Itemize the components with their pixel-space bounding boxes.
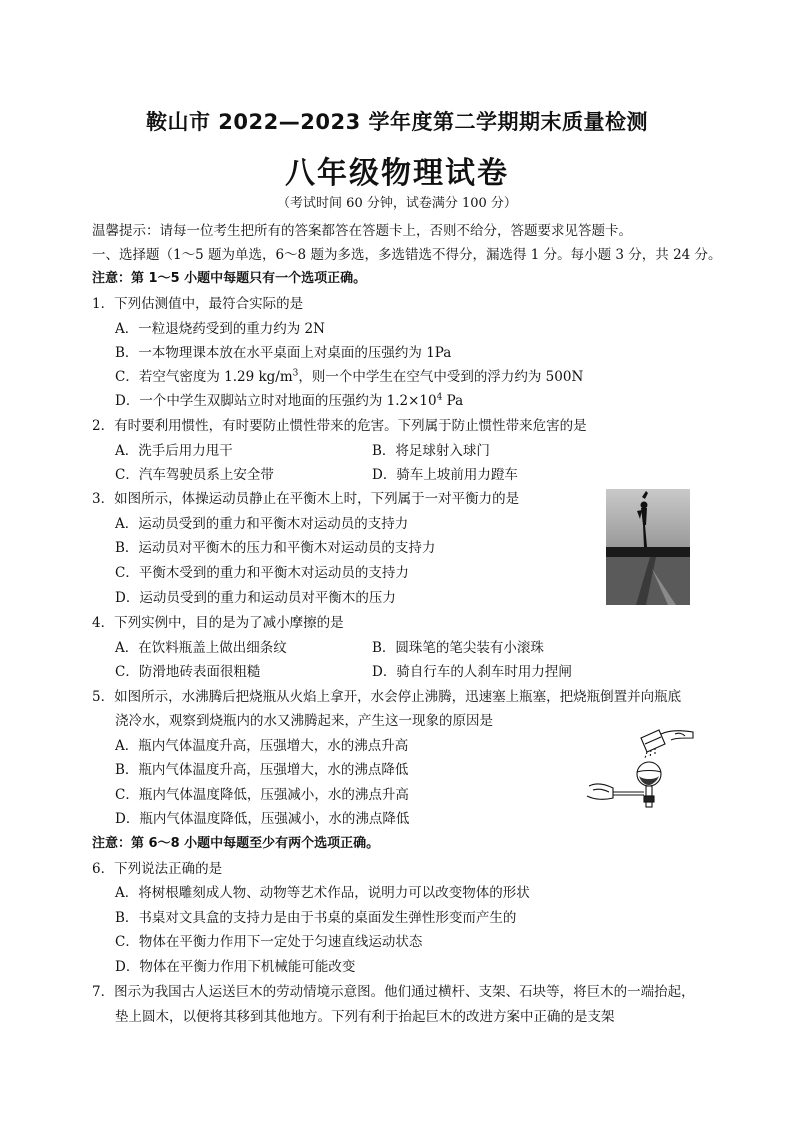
q1-stem: 1．下列估测值中，最符合实际的是 — [92, 296, 304, 312]
q2-option-c: C．汽车驾驶员系上安全带 — [115, 467, 274, 483]
q5-option-b: B．瓶内气体温度升高，压强增大，水的沸点降低 — [115, 762, 409, 778]
q7-stem-line1: 7．图示为我国古人运送巨木的劳动情境示意图。他们通过横杆、支架、石块等，将巨木的一端抬起， — [92, 984, 695, 1000]
q4-option-a: A．在饮料瓶盖上做出细条纹 — [115, 640, 287, 656]
q5-stem-line2: 浇冷水，观察到烧瓶内的水又沸腾起来，产生这一现象的原因是 — [115, 713, 493, 729]
q5-option-a: A．瓶内气体温度升高，压强增大，水的沸点升高 — [115, 738, 409, 754]
q4-stem: 4．下列实例中，目的是为了减小摩擦的是 — [92, 615, 344, 631]
exam-name: 八年级物理试卷 — [285, 156, 509, 191]
q2-option-d: D．骑车上坡前用力蹬车 — [372, 467, 518, 483]
q1-option-d: D．一个中学生双脚站立时对地面的压强约为 $1.2\times 10^4$ Pa — [115, 392, 464, 409]
flask-experiment-figure — [585, 726, 697, 808]
q5-stem-line1: 5．如图所示，水沸腾后把烧瓶从火焰上拿开，水会停止沸腾，迅速塞上瓶塞，把烧瓶倒置并向瓶底 — [92, 689, 682, 705]
q3-option-c: C．平衡木受到的重力和平衡木对运动员的支持力 — [115, 565, 409, 581]
q6-option-a: A．将树根雕刻成人物、动物等艺术作品，说明力可以改变物体的形状 — [115, 885, 530, 901]
q5-option-d: D．瓶内气体温度降低，压强减小，水的沸点降低 — [115, 811, 410, 827]
q4-option-b: B．圆珠笔的笔尖装有小滚珠 — [372, 640, 544, 656]
q4-option-d: D．骑自行车的人刹车时用力捏闸 — [372, 664, 572, 680]
gymnast-photo — [606, 489, 690, 605]
note-multi-choice: 注意：第 6～8 小题中每题至少有两个选项正确。 — [92, 836, 380, 851]
tip-text: 温馨提示：请每一位考生把所有的答案都答在答题卡上，否则不给分，答题要求见答题卡。 — [92, 223, 632, 239]
q6-option-c: C．物体在平衡力作用下一定处于匀速直线运动状态 — [115, 934, 423, 950]
q7-stem-line2: 垫上圆木，以便将其移到其他地方。下列有利于抬起巨木的改进方案中正确的是支架 — [115, 1009, 615, 1025]
q6-option-d: D．物体在平衡力作用下机械能可能改变 — [115, 959, 356, 975]
q6-option-b: B．书桌对文具盒的支持力是由于书桌的桌面发生弹性形变而产生的 — [115, 910, 517, 926]
q3-option-a: A．运动员受到的重力和平衡木对运动员的支持力 — [115, 516, 409, 532]
q2-option-b: B．将足球射入球门 — [372, 443, 490, 459]
q2-stem: 2．有时要利用惯性，有时要防止惯性带来的危害。下列属于防止惯性带来危害的是 — [92, 418, 587, 434]
q5-option-c: C．瓶内气体温度降低，压强减小，水的沸点升高 — [115, 787, 409, 803]
q3-option-d: D．运动员受到的重力和运动员对平衡木的压力 — [115, 590, 396, 606]
q4-option-c: C．防滑地砖表面很粗糙 — [115, 664, 261, 680]
section1-heading: 一、选择题（1～5 题为单选，6～8 题为多选，多选错选不得分，漏选得 1 分。每小题 3 分，共 24 分。 — [92, 247, 722, 263]
q6-stem: 6．下列说法正确的是 — [92, 861, 223, 877]
note-single-choice: 注意：第 1～5 小题中每题只有一个选项正确。 — [92, 271, 367, 286]
q3-stem: 3．如图所示，体操运动员静止在平衡木上时，下列属于一对平衡力的是 — [92, 491, 520, 507]
q2-option-a: A．洗手后用力甩干 — [115, 443, 233, 459]
exam-title: 鞍山市 2022—2023 学年度第二学期期末质量检测 — [145, 110, 648, 134]
q1-option-a: A．一粒退烧药受到的重力约为 2N — [115, 321, 325, 337]
q1-option-b: B．一本物理课本放在水平桌面上对桌面的压强约为 1Pa — [115, 345, 452, 361]
q1-option-c: C．若空气密度为 1.29 $kg/m^3$，则一个中学生在空气中受到的浮力约为 500N — [115, 368, 584, 385]
exam-info: （考试时间 60 分钟，试卷满分 100 分） — [277, 196, 517, 211]
q3-option-b: B．运动员对平衡木的压力和平衡木对运动员的支持力 — [115, 540, 436, 556]
